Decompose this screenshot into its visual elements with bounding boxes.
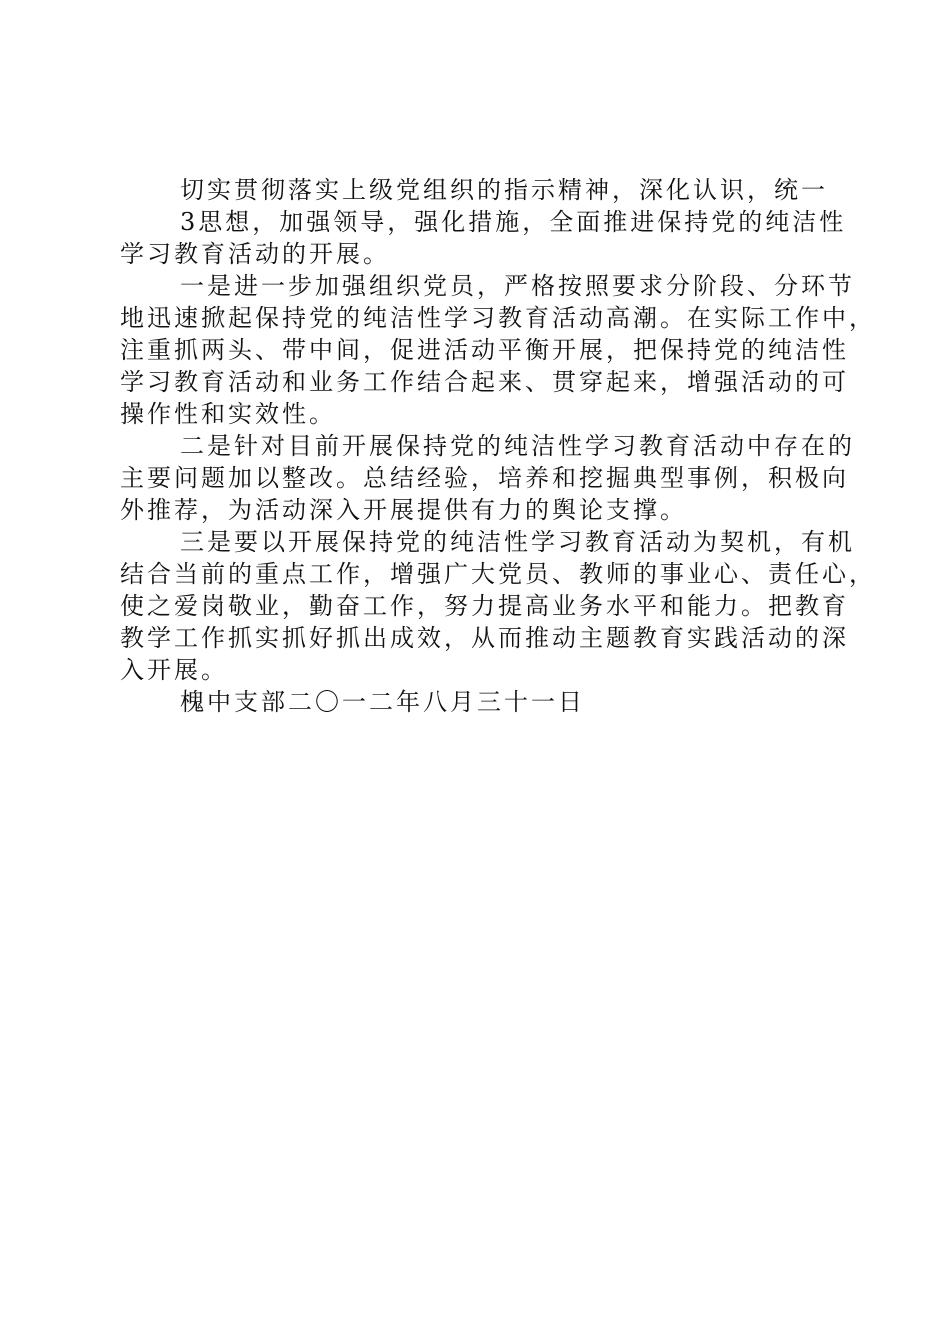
paragraph-line: 操作性和实效性。 bbox=[120, 400, 336, 428]
paragraph-line: 入开展。 bbox=[120, 656, 228, 684]
paragraph-line: 主要问题加以整改。总结经验，培养和挖掘典型事例，积极向 bbox=[120, 464, 849, 492]
paragraph-3 bbox=[120, 430, 855, 526]
paragraph-line: 注重抓两头、带中间，促进活动平衡开展，把保持党的纯洁性 bbox=[120, 336, 849, 364]
paragraph-line: 学习教育活动的开展。 bbox=[120, 240, 390, 268]
paragraph-line: 三是要以开展保持党的纯洁性学习教育活动为契机，有机 bbox=[180, 528, 855, 556]
document-body bbox=[120, 174, 876, 718]
paragraph-line: 3思想，加强领导，强化措施，全面推进保持党的纯洁性 bbox=[180, 208, 847, 236]
paragraph-line: 结合当前的重点工作，增强广大党员、教师的事业心、责任心， bbox=[120, 560, 876, 588]
paragraph-1 bbox=[120, 174, 847, 270]
paragraph-4 bbox=[120, 526, 876, 686]
paragraph-line: 教学工作抓实抓好抓出成效，从而推动主题教育实践活动的深 bbox=[120, 624, 849, 652]
signature-line: 槐中支部二〇一二年八月三十一日 bbox=[180, 688, 585, 716]
paragraph-line: 外推荐，为活动深入开展提供有力的舆论支撑。 bbox=[120, 496, 687, 524]
paragraph-line: 学习教育活动和业务工作结合起来、贯穿起来，增强活动的可 bbox=[120, 368, 849, 396]
paragraph-line: 切实贯彻落实上级党组织的指示精神，深化认识，统一 bbox=[180, 176, 828, 204]
paragraph-2 bbox=[120, 270, 876, 430]
paragraph-line: 二是针对目前开展保持党的纯洁性学习教育活动中存在的 bbox=[180, 432, 855, 460]
paragraph-line: 使之爱岗敬业，勤奋工作，努力提高业务水平和能力。把教育 bbox=[120, 592, 849, 620]
paragraph-line: 一是进一步加强组织党员，严格按照要求分阶段、分环节 bbox=[180, 272, 855, 300]
paragraph-line: 地迅速掀起保持党的纯洁性学习教育活动高潮。在实际工作中， bbox=[120, 304, 876, 332]
